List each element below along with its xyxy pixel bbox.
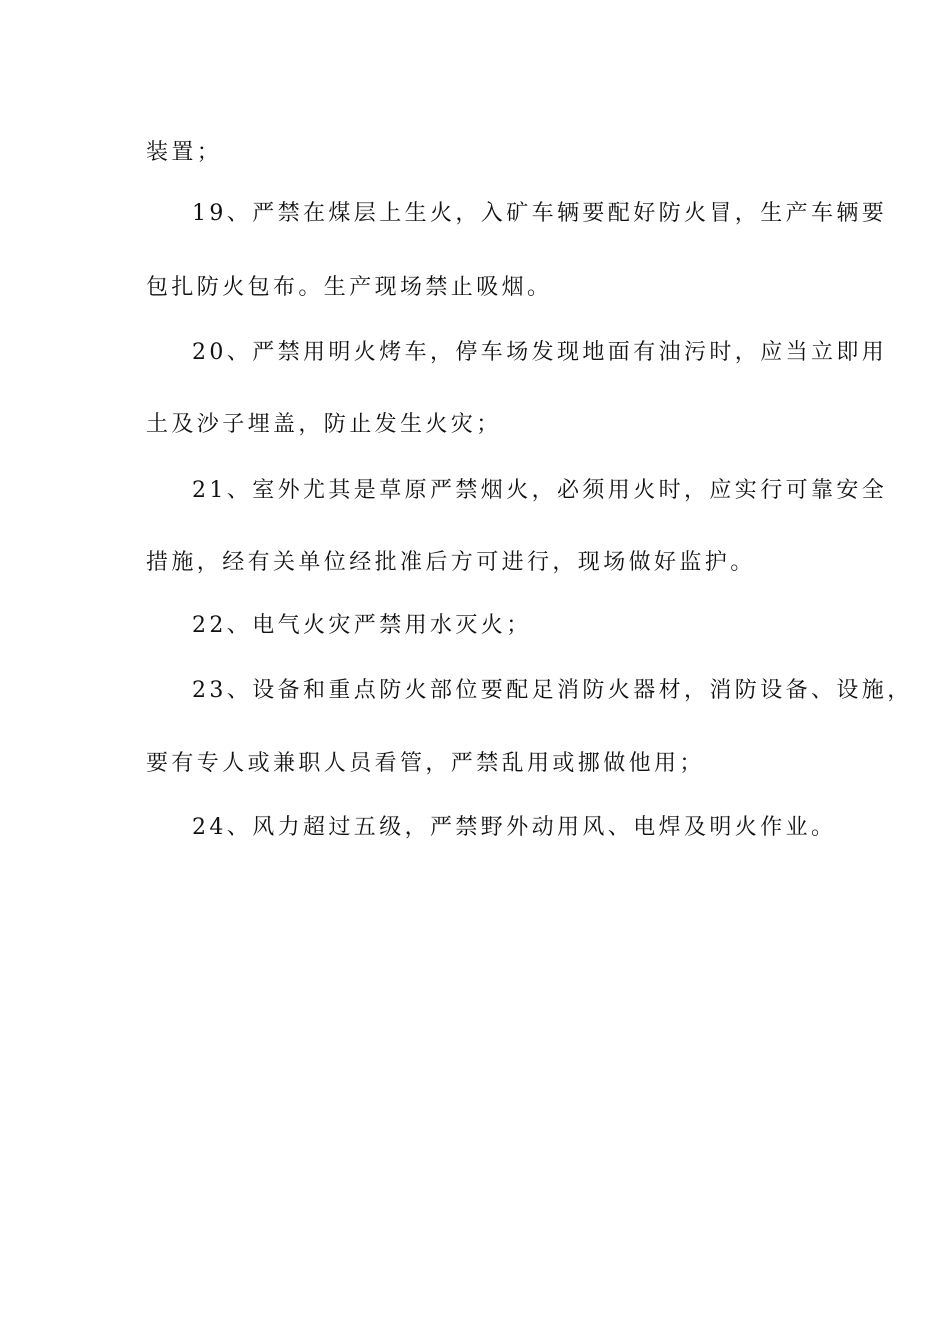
rule-20-line-1: 20、严禁用明火烤车，停车场发现地面有油污时，应当立即用 [192,340,888,365]
rule-22-line-1: 22、电气火灾严禁用水灭火； [192,613,532,638]
rule-19-line-1: 19、严禁在煤层上生火，入矿车辆要配好防火冒，生产车辆要 [192,201,888,226]
rule-20-line-2: 土及沙子埋盖，防止发生火灾； [146,412,502,437]
rule-21-line-2: 措施，经有关单位经批准后方可进行，现场做好监护。 [146,550,756,575]
rule-23-line-1: 23、设备和重点防火部位要配足消防火器材，消防设备、设施， [192,678,913,703]
rule-19-line-2: 包扎防火包布。生产现场禁止吸烟。 [146,275,553,300]
text-line-continuation: 装置； [146,140,223,165]
rule-21-line-1: 21、室外尤其是草原严禁烟火，必须用火时，应实行可靠安全 [192,478,888,503]
rule-24-line-1: 24、风力超过五级，严禁野外动用风、电焊及明火作业。 [192,815,837,840]
rule-23-line-2: 要有专人或兼职人员看管，严禁乱用或挪做他用； [146,751,705,776]
